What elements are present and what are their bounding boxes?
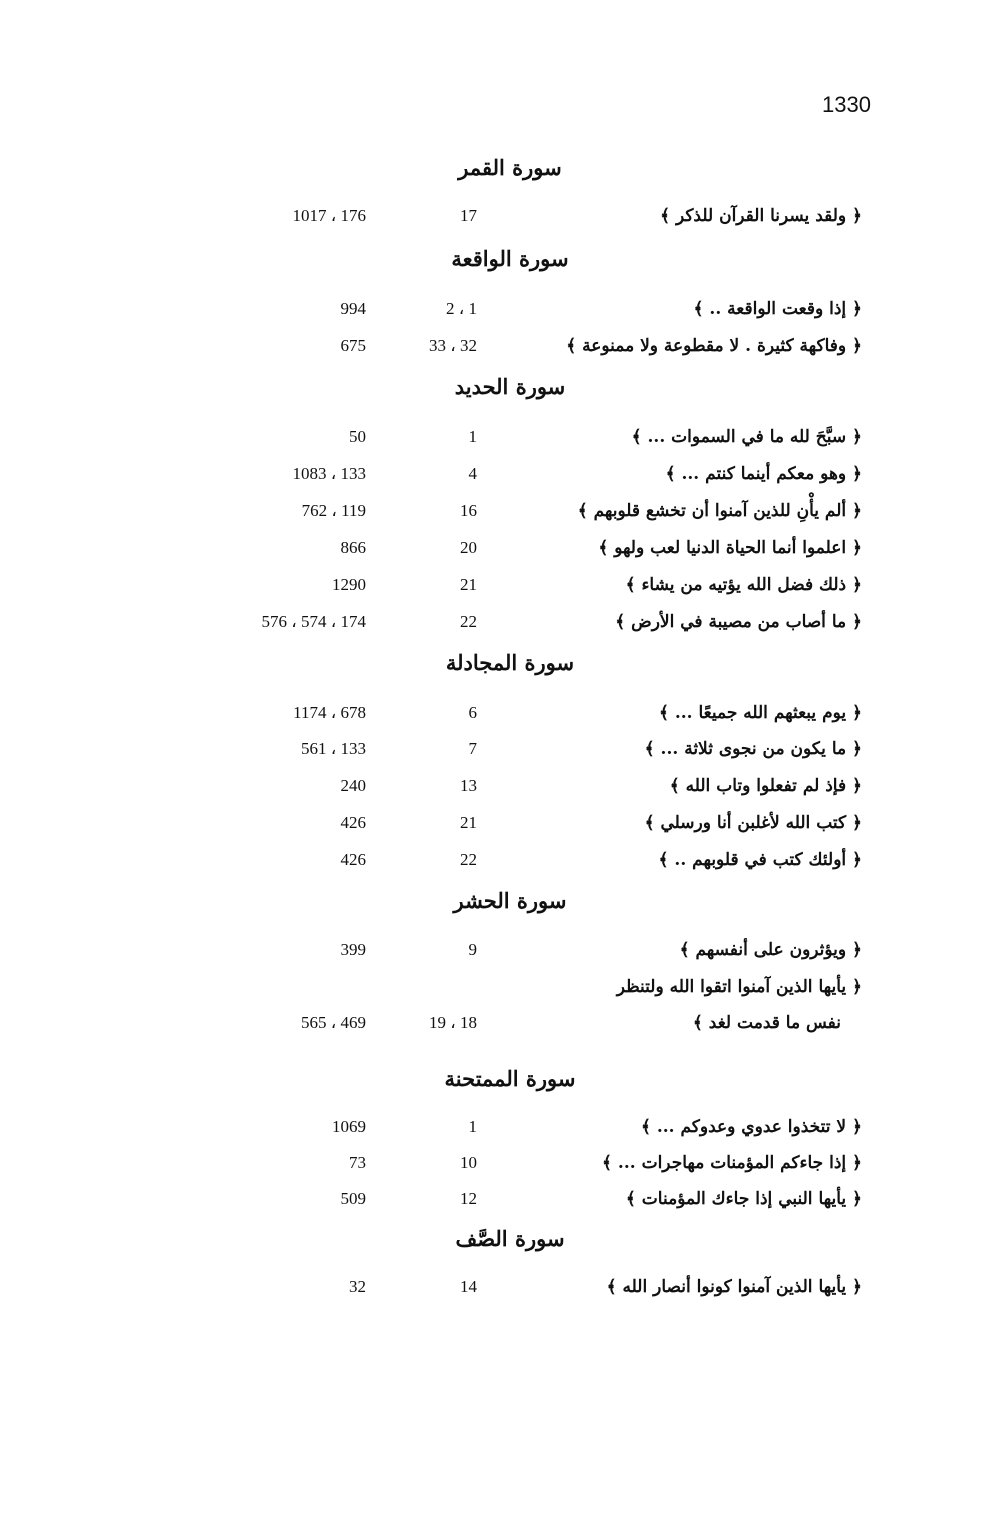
ayah-number: 21 bbox=[460, 813, 477, 832]
ayah-number: 10 bbox=[460, 1153, 477, 1172]
verse-text: ﴿ يأيها النبي إذا جاءك المؤمنات ﴾ bbox=[625, 1189, 862, 1209]
verse-text: ﴿ ما أصاب من مصيبة في الأرض ﴾ bbox=[615, 612, 862, 632]
verse-text: ﴿ كتب الله لأغلبن أنا ورسلي ﴾ bbox=[644, 813, 862, 833]
verse-text: ﴿ يأيها الذين آمنوا كونوا أنصار الله ﴾ bbox=[606, 1277, 862, 1297]
page-references: 73 bbox=[349, 1153, 366, 1172]
index-row bbox=[0, 1110, 986, 1144]
index-row bbox=[0, 732, 986, 766]
index-row bbox=[0, 843, 986, 877]
verse-text: ﴿ يوم يبعثهم الله جميعًا ... ﴾ bbox=[658, 703, 862, 723]
page-references: 174 ، 574 ، 576 bbox=[261, 612, 366, 631]
page-references: 119 ، 762 bbox=[301, 501, 366, 520]
verse-text: ﴿ سبَّحَ لله ما في السموات ... ﴾ bbox=[631, 427, 862, 447]
page-references: 32 bbox=[349, 1277, 366, 1296]
page-references: 50 bbox=[349, 427, 366, 446]
index-row bbox=[0, 605, 986, 639]
page-references: 509 bbox=[340, 1189, 366, 1208]
page-references: 994 bbox=[340, 299, 366, 318]
verse-text: ﴿ إذا وقعت الواقعة .. ﴾ bbox=[693, 299, 862, 319]
index-row bbox=[0, 933, 986, 967]
index-row bbox=[0, 329, 986, 363]
index-row bbox=[0, 568, 986, 602]
ayah-number: 20 bbox=[460, 538, 477, 557]
page-references: 133 ، 1083 bbox=[292, 464, 366, 483]
page-references: 240 bbox=[340, 776, 366, 795]
index-row bbox=[0, 494, 986, 528]
ayah-number: 14 bbox=[460, 1277, 477, 1296]
ayah-number: 22 bbox=[460, 850, 477, 869]
verse-text: ﴿ اعلموا أنما الحياة الدنيا لعب ولهو ﴾ bbox=[598, 538, 862, 558]
ayah-number: 1 ، 2 bbox=[446, 299, 477, 318]
index-row bbox=[0, 457, 986, 491]
verse-text: ﴿ أولئك كتب في قلوبهم .. ﴾ bbox=[658, 850, 862, 870]
ayah-number: 7 bbox=[468, 739, 477, 758]
index-row bbox=[0, 769, 986, 803]
index-row bbox=[0, 696, 986, 730]
page-references: 678 ، 1174 bbox=[293, 703, 366, 722]
index-row bbox=[0, 806, 986, 840]
page-references: 1069 bbox=[332, 1117, 366, 1136]
verse-text: ﴿ ما يكون من نجوى ثلاثة ... ﴾ bbox=[644, 739, 862, 759]
verse-text: ﴿ ولقد يسرنا القرآن للذكر ﴾ bbox=[660, 206, 862, 226]
ayah-number: 12 bbox=[460, 1189, 477, 1208]
ayah-number: 1 bbox=[468, 1117, 477, 1136]
page-references: 426 bbox=[340, 813, 366, 832]
surah-heading: سورة الممتحنة bbox=[444, 1066, 576, 1091]
index-row bbox=[0, 1270, 986, 1304]
verse-text: ﴿ يأيها الذين آمنوا اتقوا الله ولتنظر bbox=[616, 977, 862, 997]
verse-text: ﴿ لا تتخذوا عدوي وعدوكم ... ﴾ bbox=[640, 1117, 862, 1137]
ayah-number: 1 bbox=[468, 427, 477, 446]
index-row bbox=[0, 420, 986, 454]
page-number: 1330 bbox=[822, 92, 871, 117]
verse-text: ﴿ وهو معكم أينما كنتم ... ﴾ bbox=[665, 464, 862, 484]
verse-text: ﴿ فإذ لم تفعلوا وتاب الله ﴾ bbox=[669, 776, 862, 796]
page-references: 426 bbox=[340, 850, 366, 869]
surah-heading: سورة الواقعة bbox=[451, 246, 569, 271]
index-row bbox=[0, 970, 986, 1004]
page-references: 866 bbox=[340, 538, 366, 557]
ayah-number: 32 ، 33 bbox=[429, 336, 477, 355]
page-references: 176 ، 1017 bbox=[292, 206, 366, 225]
verse-text: ﴿ ويؤثرون على أنفسهم ﴾ bbox=[679, 940, 862, 960]
index-row bbox=[0, 199, 986, 233]
ayah-number: 4 bbox=[468, 464, 477, 483]
page-references: 675 bbox=[340, 336, 366, 355]
surah-heading: سورة الحشر bbox=[453, 888, 567, 913]
ayah-number: 17 bbox=[460, 206, 477, 225]
verse-text: ﴿ وفاكهة كثيرة . لا مقطوعة ولا ممنوعة ﴾ bbox=[566, 336, 862, 356]
surah-heading: سورة المجادلة bbox=[445, 650, 575, 675]
page-references: 399 bbox=[340, 940, 366, 959]
verse-text: ﴿ ألم يأْنِ للذين آمنوا أن تخشع قلوبهم ﴾ bbox=[577, 501, 862, 521]
index-row bbox=[0, 1182, 986, 1216]
page-references: 469 ، 565 bbox=[301, 1013, 366, 1032]
ayah-number: 9 bbox=[468, 940, 477, 959]
index-row bbox=[0, 292, 986, 326]
ayah-number: 13 bbox=[460, 776, 477, 795]
verse-text: ﴿ ذلك فضل الله يؤتيه من يشاء ﴾ bbox=[625, 575, 862, 595]
ayah-number: 6 bbox=[468, 703, 477, 722]
page-references: 1290 bbox=[332, 575, 366, 594]
ayah-number: 21 bbox=[460, 575, 477, 594]
ayah-number: 22 bbox=[460, 612, 477, 631]
surah-heading: سورة الحديد bbox=[454, 374, 566, 399]
page-references: 133 ، 561 bbox=[301, 739, 366, 758]
index-row bbox=[0, 1146, 986, 1180]
index-row bbox=[0, 531, 986, 565]
verse-text: ﴿ إذا جاءكم المؤمنات مهاجرات ... ﴾ bbox=[602, 1153, 862, 1173]
index-row bbox=[0, 1006, 986, 1040]
ayah-number: 18 ، 19 bbox=[429, 1013, 477, 1032]
surah-heading: سورة الصَّف bbox=[455, 1226, 565, 1251]
ayah-number: 16 bbox=[460, 501, 477, 520]
verse-text: نفس ما قدمت لغد ﴾ bbox=[692, 1013, 841, 1033]
surah-heading: سورة القمر bbox=[458, 155, 562, 180]
